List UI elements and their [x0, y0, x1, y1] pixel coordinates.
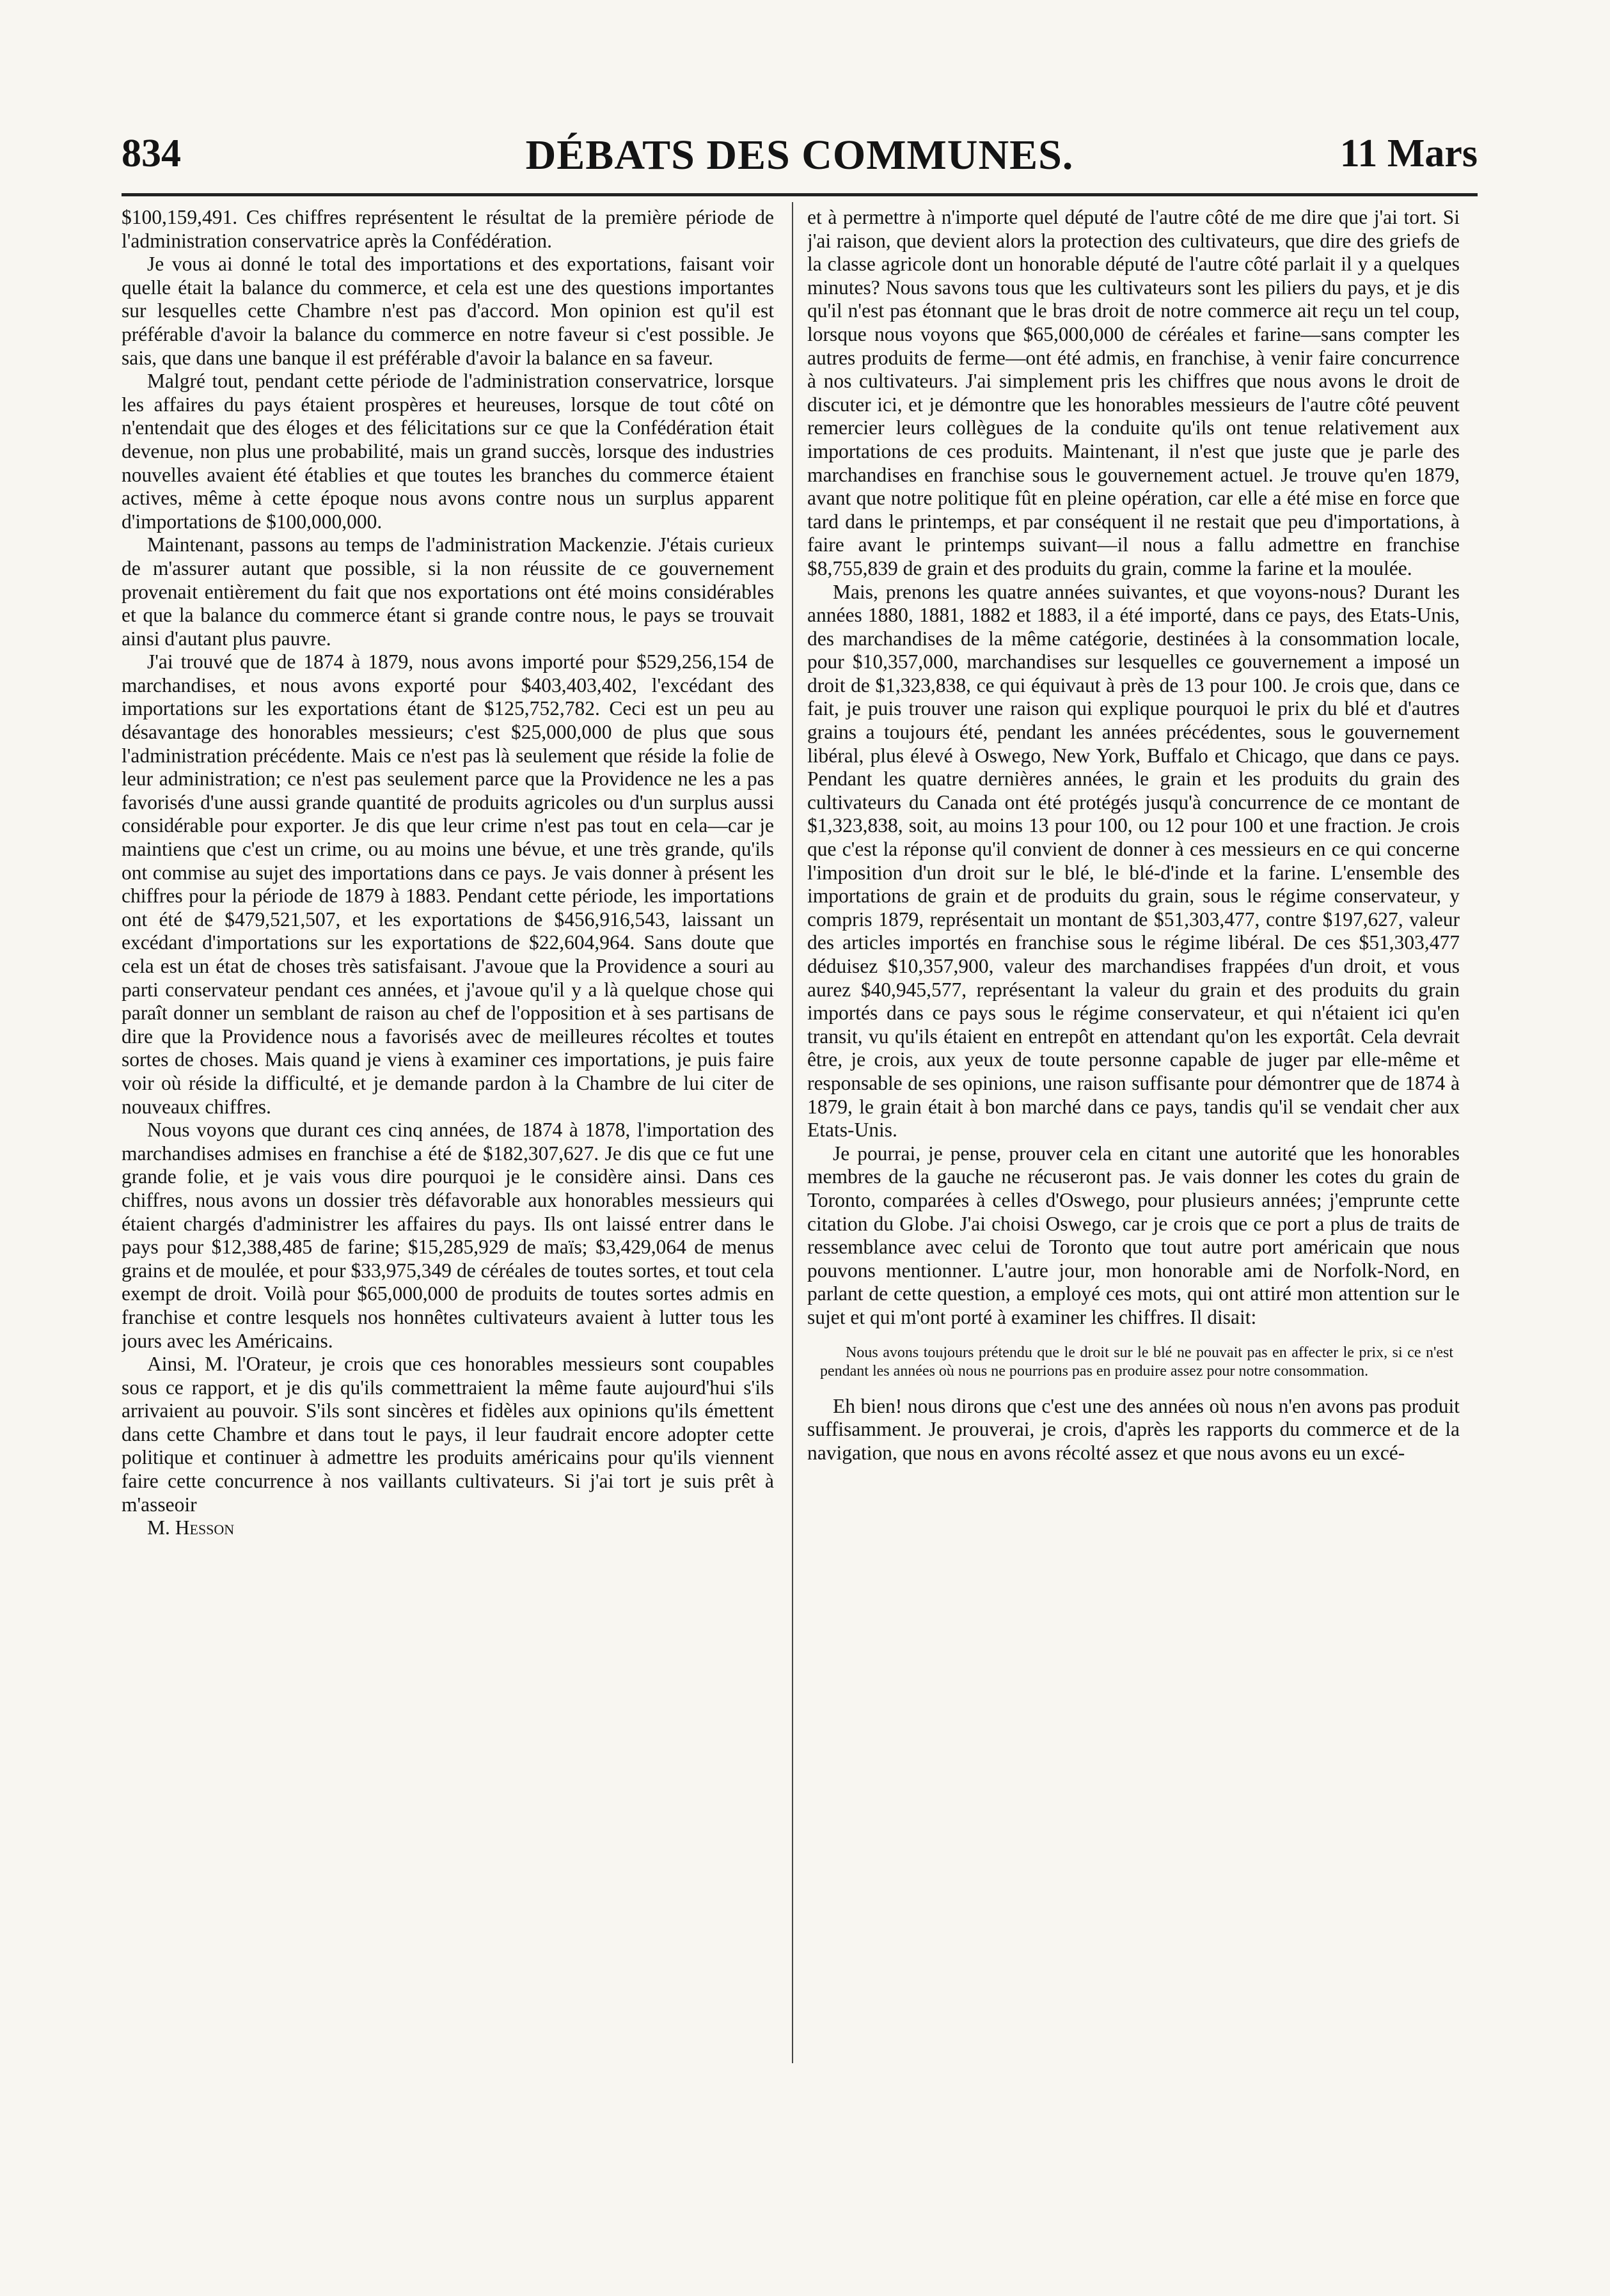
speaker-name: M. Hesson: [147, 1516, 235, 1539]
paragraph: Ainsi, M. l'Orateur, je crois que ces honorables messieurs sont coupables sous ce rapport, et je dis qu'ils commettraient la même faute aujourd'hui s'ils arrivaient au pouvoir. S'ils sont sincères et fidèles aux opinions qu'ils émettent dans cette Chambre et dans tout le pays, il leur faudrait encore adopter cette politique et continuer à admettre les produits américains pour qu'ils viennent faire cette concurrence à nos vaillants cultivateurs. Si j'ai tort je suis prêt à m'asseoir: [122, 1353, 774, 1516]
paragraph: Je vous ai donné le total des importations et des exportations, faisant voir quelle était la balance du commerce, et cela est une des questions importantes sur lesquelles cette Chambre n'est pas d'accord. Mon opinion est qu'il est préférable d'avoir la balance du commerce en notre faveur si c'est possible. Je sais, que dans une banque il est préférable d'avoir la balance en sa faveur.: [122, 253, 774, 369]
paragraph: J'ai trouvé que de 1874 à 1879, nous avons importé pour $529,256,154 de marchandises, et nous avons exporté pour $403,403,402, l'excédant des importations sur les exportations étant de $125,752,782. Ceci est un peu au désavantage des honorables messieurs; c'est $25,000,000 de plus que sous l'administration précédente. Mais ce n'est pas là seulement que réside la folie de leur administration; ce n'est pas seulement parce que la Providence ne les a pas favorisés d'une aussi grande quantité de produits agricoles ou d'un surplus aussi considérable pour exporter. Je dis que leur crime n'est pas tout en cela—car je maintiens que c'est un crime, ou au moins une bévue, et une très grande, qu'ils ont commise au sujet des importations dans ce pays. Je vais donner à présent les chiffres pour la période de 1879 à 1883. Pendant cette période, les importations ont été de $479,521,507, et les exportations de $456,916,543, laissant un excédant d'importations sur les exportations de $22,604,964. Sans doute que cela est un état de choses très satisfaisant. J'avoue que la Providence a souri au parti conservateur pendant ces années, et j'avoue qu'il y a là quelque chose qui paraît donner un semblant de raison au chef de l'opposition et à ses partisans de dire que la Providence nous a favorisés avec de meilleures récoltes et toutes sortes de choses. Mais quand je viens à examiner ces importations, je puis faire voir où réside la difficulté, et je demande pardon à la Chambre de lui citer de nouveaux chiffres.: [122, 650, 774, 1118]
column-divider: [792, 202, 793, 2063]
block-quote: Nous avons toujours prétendu que le droit sur le blé ne pouvait pas en affecter le prix, si ce n'est pendant les années où nous ne pourrions pas en produire assez pour notre consommation.: [820, 1344, 1453, 1380]
paragraph: Je pourrai, je pense, prouver cela en citant une autorité que les honorables membres de la gauche ne récuseront pas. Je vais donner les cotes du grain de Toronto, comparées à celles d'Oswego, pour plusieurs années; j'emprunte cette citation du Globe. J'ai choisi Oswego, car je crois que ce port a plus de traits de ressemblance avec celui de Toronto que tout autre port américain que nous pouvons mentionner. L'autre jour, mon honorable ami de Norfolk-Nord, en parlant de cette question, a employé ces mots, qui ont attiré mon attention sur le sujet et qui m'ont porté à examiner les chiffres. Il disait:: [807, 1142, 1460, 1328]
paragraph: Malgré tout, pendant cette période de l'administration conservatrice, lorsque les affaires du pays étaient prospères et heureuses, lorsque de tout côté on n'entendait que des éloges et des félicitations sur ce que la Confédération était devenue, non plus une probabilité, mais un grand succès, lorsque des industries nouvelles avaient été établies et que toutes les branches du commerce étaient actives, même à cette époque nous avons contre nous un surplus apparent d'importations de $100,000,000.: [122, 370, 774, 533]
header-rule: [122, 193, 1478, 196]
paragraph: et à permettre à n'importe quel député de l'autre côté de me dire que j'ai tort. Si j'ai raison, que devient alors la protection des cultivateurs, que dire des griefs de la classe agricole dont un honorable député de l'autre côté parlait il y a quelques minutes? Nous savons tous que les cultivateurs sont les piliers du pays, et je dis qu'il n'est pas étonnant que le bras droit de notre commerce ait reçu un tel coup, lorsque nous voyons que $65,000,000 de céréales et farine—sans compter les autres produits de ferme—ont été admis, en franchise, à venir faire concurrence à nos cultivateurs. J'ai simplement pris les chiffres que nous avons le droit de discuter ici, et je démontre que les honorables messieurs de l'autre côté peuvent remercier leurs collègues de la conduite qu'ils ont tenue relativement aux importations de ces produits. Maintenant, il n'est que juste que je parle des marchandises en franchise sous le gouvernement actuel. Je trouve qu'en 1879, avant que notre politique fût en pleine opération, car elle a été mise en force que tard dans le printemps, et par conséquent il ne restait que peu d'importations, à faire avant le printemps suivant—il nous a fallu admettre en franchise $8,755,839 de grain et des produits du grain, comme la farine et la moulée.: [807, 206, 1460, 579]
paragraph: Maintenant, passons au temps de l'administration Mackenzie. J'étais curieux de m'assurer autant que possible, si la non réussite de ce gouvernement provenait entièrement du fait que nos exportations ont été moins considérables et que la balance du commerce étant si grande contre nous, le pays se trouvait ainsi d'autant plus pauvre.: [122, 533, 774, 650]
page-number: 834: [122, 132, 181, 175]
left-column: [122, 206, 774, 2125]
paragraph: Nous voyons que durant ces cinq années, de 1874 à 1878, l'importation des marchandises admises en franchise a été de $182,307,627. Je dis que ce fut une grande folie, et je vais vous dire pourquoi je le considère ainsi. Dans ces chiffres, nous avons un dossier très défavorable aux honorables messieurs qui étaient chargés d'administrer les affaires du pays. Ils ont laissé entrer dans le pays pour $12,388,485 de farine; $15,285,929 de maïs; $3,429,064 de menus grains et de moulée, et pour $33,975,349 de céréales de toutes sortes, et tout cela exempt de droit. Voilà pour $65,000,000 de produits de toutes sortes admis en franchise et contre lesquels nos honnêtes cultivateurs avaient à lutter tous les jours avec les Américains.: [122, 1119, 774, 1352]
right-column: [807, 206, 1460, 2125]
page-date: 11 Mars: [1339, 132, 1478, 175]
paragraph: Mais, prenons les quatre années suivantes, et que voyons-nous? Durant les années 1880, 1881, 1882 et 1883, il a été importé, dans ce pays, des Etats-Unis, des marchandises de la même catégorie, destinées à la consommation locale, pour $10,357,000, marchandises sur lesquelles ce gouvernement a imposé un droit de $1,323,838, ce qui équivaut à près de 13 pour 100. Je crois que, dans ce fait, je puis trouver une raison qui explique pourquoi le prix du blé et d'autres grains a toujours été, pendant les années précédentes, sous le gouvernement libéral, plus élevé à Oswego, New York, Buffalo et Chicago, que dans ce pays. Pendant les quatre dernières années, le grain et les produits du grain des cultivateurs du Canada ont été protégés jusqu'à concurrence de ce montant de $1,323,838, soit, au moins 13 pour 100, ou 12 pour 100 et une fraction. Je crois que c'est la réponse qu'il convient de donner à ces messieurs en ce qui concerne l'imposition d'un droit sur le blé, le blé-d'inde et la farine. L'ensemble des importations de grain et de produits du grain, sous le régime conservateur, y compris 1879, représentait un montant de $51,303,477, contre $197,627, valeur des articles importés en franchise sous le régime libéral. De ces $51,303,477 déduisez $10,357,900, valeur des marchandises frappées d'un droit, et vous aurez $40,945,577, représentant la valeur du grain et des produits du grain importés dans ce pays sous le régime conservateur, et qui n'étaient ici qu'en transit, vu qu'ils étaient en entrepôt en attendant qu'on les exportât. Cela devrait être, je crois, aux yeux de toute personne capable de juger par elle-même et responsable de ses opinions, une raison suffisante pour démontrer que de 1874 à 1879, le grain était à bon marché dans ce pays, tandis qu'il se vendait cher aux Etats-Unis.: [807, 580, 1460, 1142]
page-header: [122, 131, 1478, 189]
page-title: DÉBATS DES COMMUNES.: [525, 132, 1074, 178]
paragraph: Eh bien! nous dirons que c'est une des années où nous n'en avons pas produit suffisamment. Je prouverai, je crois, d'après les rapports du commerce et de la navigation, que nous en avons récolté assez et que nous avons eu un excé-: [807, 1394, 1460, 1464]
paragraph: $100,159,491. Ces chiffres représentent le résultat de la première période de l'administration conservatrice après la Confédération.: [122, 206, 774, 252]
